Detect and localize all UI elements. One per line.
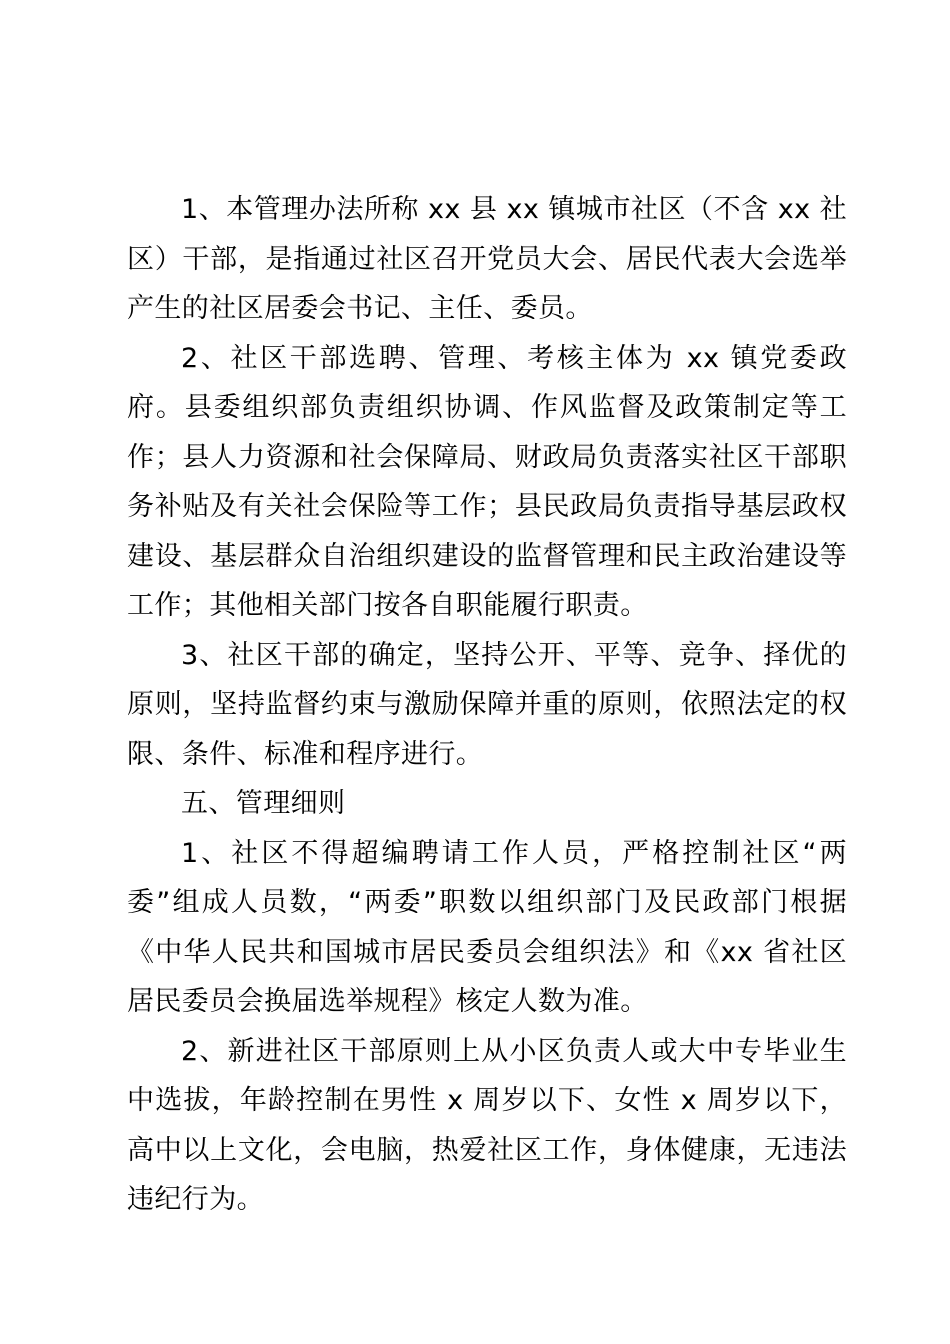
paragraph-responsibilities: 2、社区干部选聘、管理、考核主体为 xx 镇党委政府。县委组织部负责组织协调、作风监督及政策制定等工作；县人力资源和社会保障局、财政局负责落实社区干部职务补贴及有关社会保险等工作；县民政局负责指导基层政权建设、基层群众自治组织建设的监督管理和民主政治建设等工作；其他相关部门按各自职能履行职责。 bbox=[127, 342, 847, 621]
paragraph-recruitment-criteria: 2、新进社区干部原则上从小区负责人或大中专毕业生中选拔，年龄控制在男性 x 周岁以下、女性 x 周岁以下，高中以上文化，会电脑，热爱社区工作，身体健康，无违法违纪行为。 bbox=[127, 1035, 847, 1215]
document-body bbox=[127, 185, 847, 1225]
section-heading-management-rules: 五、管理细则 bbox=[181, 788, 346, 819]
paragraph-scope-definition: 1、本管理办法所称 xx 县 xx 镇城市社区（不含 xx 社区）干部，是指通过社区召开党员大会、居民代表大会选举产生的社区居委会书记、主任、委员。 bbox=[127, 194, 847, 324]
paragraph-principles: 3、社区干部的确定，坚持公开、平等、竞争、择优的原则，坚持监督约束与激励保障并重的原则，依照法定的权限、条件、标准和程序进行。 bbox=[127, 639, 847, 770]
paragraph-staffing-limits: 1、社区不得超编聘请工作人员，严格控制社区“两委”组成人员数，“两委”职数以组织部门及民政部门根据《中华人民共和国城市居民委员会组织法》和《xx 省社区居民委员会换届选举规程》核定人数为准。 bbox=[127, 837, 847, 1017]
